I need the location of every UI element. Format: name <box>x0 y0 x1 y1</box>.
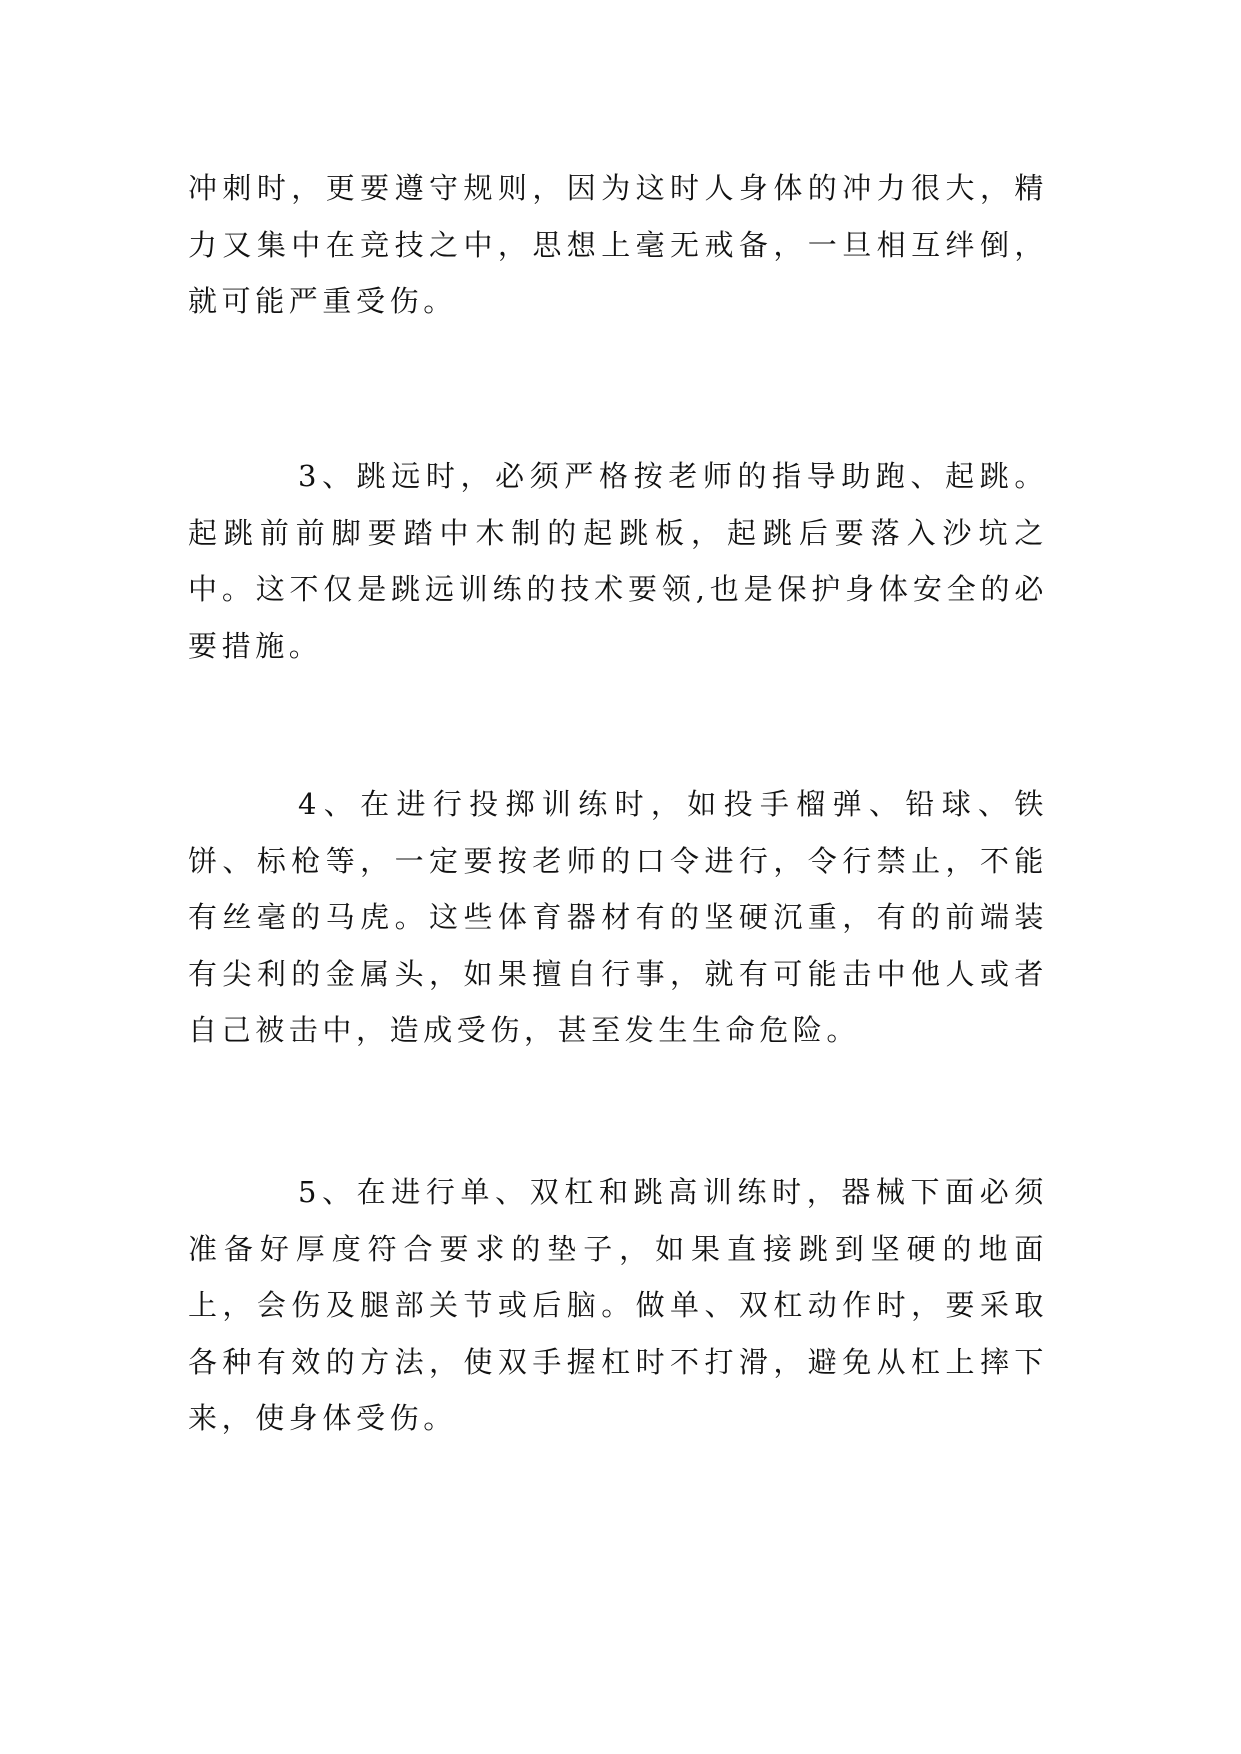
paragraph-continuation: 冲刺时，更要遵守规则，因为这时人身体的冲力很大，精力又集中在竞技之中，思想上毫无戒备，一旦相互绊倒，就可能严重受伤。 <box>188 171 1048 318</box>
paragraph-item-3-long-jump: 3、跳远时，必须严格按老师的指导助跑、起跳。起跳前前脚要踏中木制的起跳板，起跳后要落入沙坑之中。这不仅是跳远训练的技术要领,也是保护身体安全的必要措施。 <box>188 459 1048 663</box>
paragraph-item-5-bars-high-jump: 5、在进行单、双杠和跳高训练时，器械下面必须准备好厚度符合要求的垫子，如果直接跳到坚硬的地面上，会伤及腿部关节或后脑。做单、双杠动作时，要采取各种有效的方法，使双手握杠时不打滑，避免从杠上摔下来，使身体受伤。 <box>188 1175 1048 1435</box>
paragraph-item-4-throwing: 4、在进行投掷训练时，如投手榴弹、铅球、铁饼、标枪等，一定要按老师的口令进行，令行禁止，不能有丝毫的马虎。这些体育器材有的坚硬沉重，有的前端装有尖利的金属头，如果擅自行事，就有可能击中他人或者自己被击中，造成受伤，甚至发生生命危险。 <box>188 787 1048 1047</box>
